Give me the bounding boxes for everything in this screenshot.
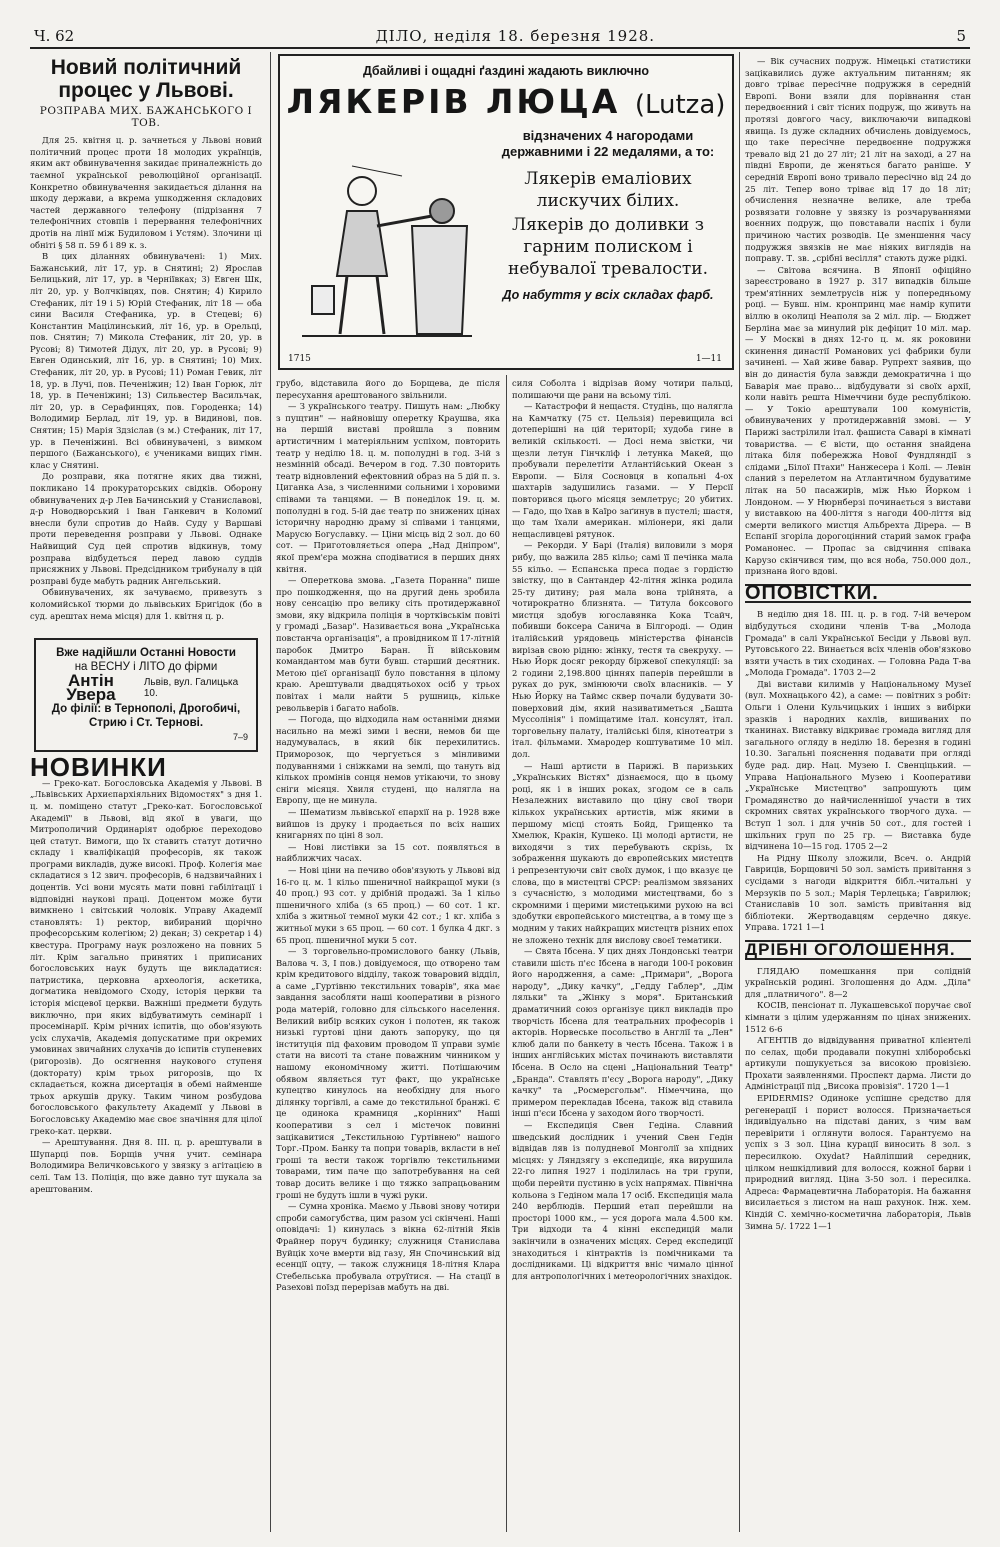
classified-ad: АГЕНТІВ до відвідування приватної клієнтелі по селах, щоби продавали покупні хліборобські артикули пошукується за високою провізією. Прохати заявленнями. Проспект дарма. Листи до Адміністрації під „Висока провізія". 1720 1—1 [745, 1035, 971, 1092]
classified-ad: КОСІВ, пенсіонат п. Лукашевської поручає свої кімнати з цілим удержанням по цінах знижених. 1512 6-6 [745, 1000, 971, 1034]
column-divider [270, 52, 271, 1532]
top-rule [30, 47, 970, 49]
masthead [34, 28, 966, 44]
article-subtitle: РОЗПРАВА МИХ. БАЖАНСЬКОГО І ТОВ. [39, 105, 253, 129]
column-divider [739, 52, 740, 1532]
news-item: — Нові ціни на печиво обов'язують у Львові від 16-го ц. м. 1 кільо пшеничної найкращої муки (з 40 проц.) 93 сот. у дрібній продажі. За 1 кільо пшеничного хліба (з 65 проц.) — 60 сот. 1 кг. хліба з житньої темної муки 42 сот.; 1 кг. хліба з житньої муки з 65 проц. — 60 сот. 1 булка 4 дкг. з 65 проц. пшеничної муки 5 сот. [276, 864, 500, 945]
ad-number-left: 1715 [288, 354, 311, 364]
announcement: На Рідну Школу зложили, Всеч. о. Андрій Гавриців, Борщовичі 50 зол. замість привітання з сусідами з нагоди відкриття бібл.-читальні у Мерзуків по 5 зол.; Марія Терлецька; Ґаврилюк; Станиславів 10 зол. замість привітання від бібліотеки. Жертводавцям сердечно дякує. Управа. 1721 1—1 [745, 852, 971, 933]
news-item: — Світова всячина. В Японії офіційно зареєстровано в 1927 р. 317 випадків більше трем'ятінних землетрусів ніж у попередньому році. — Бувш. нім. кронпринц має намір купити віллю в околиці Неаполя за 2 міл. лір. — Бюджет Берліна має за минулий рік дефіцит 10 міл. мар. — У Москві в днях 12-го ц. м. як роковини скинення династії Романових усі фабрики були зачинені. — Хай живе бавар. Рупрехт заявив, що він до династія була завжди демократична і що Баварія має право... відбудувати зі своїх архії, коли навіть решта Німеччини буде республікою. — У Токіо арештували 100 комуністів, обвинувачених у протидержавній змові. — У Парижі застрілили італ. фашиста Саварі в кімнаті товариства. — Є вісти, що остання знайдена літака біля побережжа Нової Фундляндії з слідами „Білої Птахи" Нанжесера і Колі. — Левін сланий з перелетом на Атлантичном будуватиме літак на 50 пасажирів, між Нью Йорком і Лондоном. — У Нюрнберзі починається з вистави у виставкою на 400-ліття з нагоди 400-ліття від смерти великого мистця Альбрехта Дірера. — В Еспанії згоріла дорогоцінний старий замок графа Романонес. — Пропас за свідчиння співака Карузо скінчився тим, що вся ноба, 750.000 дол., признана його вдові. [745, 264, 971, 577]
news-item: — Арештування. Дня 8. III. ц. р. арештували в Шупарці пов. Борщів учня учит. семінара Володимира Величковського у звязку з агітацією в селі. Там 13. Поліція, що вже давно тут шукала за арештованим. [30, 1137, 262, 1194]
news-item: — Свята Ібсена. У цих днях Лондонські театри ставили шість п'єс Ібсена в нагоди 100-ї роковин його народження, а саме: „Примари", „Ворога народу", „Дику качку", „Гедду Габлер", „Дім ляльки" та „Жінку з моря". Британський драматичний союз організує цикл викладів про творчість Ібсена для театральних професорів і акторів. Норвеське посольство в Англії та „Лен" клюб дали по банкету в честь Ібсена. Також і в інших англійських містах починають виставляти Ібсена. В Осло на сцені „Національний Театр" „Бранда". Ставлять п'єсу „Ворога народу", „Дику качку" та „Росмерсгольм". Німеччина, що примером перекладав Ібсена, також від ставила інші п'єси Ібсена у заходом його творчості. [512, 946, 733, 1119]
uvera-advertisement [34, 638, 258, 752]
page-number: 5 [956, 27, 966, 45]
news-item: — Погода, що відходила нам останніми днями насильно на межі зими і весни, немов би ще надумувалась, в який бік перехилитись. Приморозок, що чергується з мінливими подуваннями і сніжками на землі, що тануть від кількох промінів сонця немов утікаючи, то знову сніги місяця. Хвиля студені, що налягла на Европу, ще не минула. [276, 714, 500, 806]
issue-number: Ч. 62 [34, 27, 75, 45]
ad-product-2: Лякерів до доливки з гарним полиском і небувалої тревалости. [508, 215, 708, 279]
news-item: — Греко-кат. Богословська Академія у Львові. В „Львівських Архиєпархіяльних Відомостях" з дня 1. ц. м. поміщено статут „Греко-кат. Богословської Академії" в Львові, від якої в уваги, що Митрополичий Ординаріят одобрює переходово цей статут. Вимоги, що їх ставить статут дотично складу і кваліфікацій професорів, як також програми викладів, дуже високі. Проф. Колегія має складатися з 12 звич. професорів, 6 надзвичайних і доцентів. Усі вони мусять мати повні габілітації і відповідні наукові праці. Доцентом може бути вимкнено і світський чоловік. Управу Академії становлять: 1) ректор, вибираний щорічно професорським колегіюм; 2) декан; 3) секретар і 4) квестура. Програму наук розложено на повних 5 літ. Крім загально принятих і приписаних богословських наук будуть ще викладатися: патристика, церковна археологія, аскетика, догматика невідомого Сходу, історія церкви та історія місцевої церкви. Важніші предмети будуть виключно, при яких відбуватимуть семінарії і просемінарії. Крім річних іспитів, що обов'язують усіх слухачів, Академія допускатиме при окремих умовинах звичайних слухачів до іспитів ступеневих (ригорозів). До осягнення наукового ступеня (докторату) крім трьох ригорозів, що їх складається, кожна дисертація в обемі найменше трьох аркушів друку. Таким чином розбудова богословського факультету Академії у Львові в Богословську Академію має своє значіння для цілої греко-кат. церкви. [30, 777, 262, 1136]
column-4 [745, 56, 971, 1536]
classified-ad: ГЛЯДАЮ помешкання при солідній українській родині. Зголошення до Адм. „Діла" для „платничого". 8—2 [745, 965, 971, 999]
section-heading-opovistky: ОПОВІСТКИ. [745, 584, 971, 604]
ad-tagline: Дбайливі і ощадні ґаздині жадають виключно [362, 64, 650, 78]
article-title: Новий політичний процес у Львові. [50, 56, 242, 102]
column-divider [506, 375, 507, 1532]
ad-brand-latin: (Lutza) [634, 90, 726, 120]
ad-brand [280, 82, 732, 121]
news-item: — Шематизм львівської єпархії на р. 1928 вже вийшов із друку і продається по всіх наших книгарнях по ціні 8 зол. [276, 806, 500, 841]
ad-code: 7–9 [232, 732, 248, 743]
ad-firm-name: Антін Уверa [66, 671, 116, 705]
news-item: — Сумна хроніка. Маємо у Львові знову чотири спроби самогубства, цим разом усі скінчені. Наші оповідачі: 1) кинулась з вікна 62-літній Яків Фрайнер поруч будинку; служниця Станислава Вуйцік хоче вмерти від газу, Ян Спочинський від есенції оцту, — також служниця 18-літня Клара Стебельська пробувала отруїтися. — На стації в Разехові поїзд перерізав мабуть на дві. [276, 1201, 500, 1293]
column-3 [512, 378, 733, 1533]
masthead-title: ДІЛО, неділя 18. березня 1928. [375, 27, 656, 45]
article-paragraph: силя Соболта і відрізав йому чотири пальці, полишаючи ще рани на всьому тілі. [512, 378, 733, 400]
section-heading-classifieds: ДРІБНІ ОГОЛОШЕННЯ. [745, 940, 971, 960]
news-item: — З українського театру. Пишуть нам: „Любку з пущтин" — найновішу оперетку Краушва, яка на першій виставі пройшла з повним артистичним і матеріяльним успіхом, повторить театр у неділю 18. ц. м. пополудні в год. 3-ій з незмінній обсаді. Вечером в год. 7.30 повторить театр відновлений ефектовний образ на 5 дій п. з. Циганка Аза, з численними сольними і хоровими співами та танцями. — В понеділок 19. ц. м. пополудні в год. 5-ій дає театр по знижених цінах історичну народню драму зі співами і танцями, Марусю Богуславку. — Ціни місць від 2 зол. до 60 сот. — Приготовляється опера „Над Дніпром", якої прем'єра можна сподіватися в перших днях квітня. [276, 401, 500, 574]
news-item: — Опереткова змова. „Газета Поранна" пише про пошкодження, що на другий день зробила нову сенсацію про велику сіть протидержавної змови, яку відкрила поліція в чортківськім повіті у громаді „Базар". Називається вона „Українська повстанча організація", а провідником її 17-літній паробок Дмитро Баран. Її військовим командантом мав бути бувш. старший десятник. Метою цієї організації було повстання в цілому краю. Арештували двадцятьохох осіб у трьох повітах і мали найти 5 рушниць, кільке револьверів і багато набоїв. [276, 575, 500, 713]
article-paragraph: Обвинувачених, як зачуваємо, привезуть з коломийської тюрми до львівських Бригідок (бо в суд. арештах нема місця) для 1. квітня ц. р. [30, 587, 262, 621]
ad-brand-name: ЛЯКЕРІВ ЛЮЦА [286, 82, 621, 121]
article-paragraph: В цих діланнях обвинувачені: 1) Мих. Бажанський, літ 17, ур. в Снятині; 2) Ярослав Белицький, літ 17, ур. в Черніївках; 3) Евген Шк, літ 20, ур. у Волчківцях, пов. Снятин; 4) Кирило Стефаник, літ 19 і 5) Юрій Стефаник, літ 18 — оба сини Василя Стефаника, ур. в Стецеві; 6) Константин Мацілинський, літ 16, ур. в Орельці, пов. Снятин; 7) Микола Стефаник, літ 20, ур. в Русові; 8) Тимотей Дідух, літ 20, ур. в Русові; 9) Евген Одинський, літ 16, ур. в Снятині; 10) Мих. Стефаник, літ 20, ур. в Русові; 11) Роман Гевик, літ 18, ур. в Лучі, пов. Печеніжин; 12) Іван Горюк, літ 18, ур. в Печеніжині; 13) Сильвестер Васильчак, літ 20, ур. в Серафинцях, пов. Городенка; 14) Володимир Берлад, літ 19, ур. в Видинові, пов. Снятин; 15) Марія Здзіслав (з м.) Стефаник, літ 17, ур. в Печеніжині. Всі обвинувачені, з вимком першого (Бажанського), є учениками вищих гімн. клас у Снятині. [30, 251, 262, 470]
news-item: — Рекорди. У Барі (Італія) виловили з моря рибу, що важила 285 кільо; самі її печінка мала 55 кільо. — Еспанська преса подає з гордістю звістку, що в Сантандер 42-літня жінка родила 25-ту дитину; рая мала вона трійнята, а чотирократно близнята. — Титула боксового мистця здобув югославянка Кока Тсайч, побивши боксера Саничa в Білгороді. — Один італійський урядовець міністерства фінансів вирізав свою рідню: жінку, тестя та свекруху. — Нью Йорк досяг рекорду біржевої спекуляції: за 2 години 2,198.800 ціннях паперів перейшли в руках до рук, змінюючи своїх власників. — У Нью Йорку на Таймс сквер почали будувати 30-поверховий дім, який називатиметься „Башта Муссолінія" і поміщатиме італ. консулят, італ. торговельну палату, італійські біля, кінотеатри з італ. фільмами. Хмародер коштуватиме 10 міл. дол. [512, 540, 733, 759]
ad-branches: До філії: в Тернополі, Дрогобичі, Стрию і Ст. Тернові. [51, 703, 241, 730]
news-item: — З торговельно-промислового банку (Львів, Валова ч. 3, І пов.) довідуємося, що отворено там крім кредитового відділу, також товаровий відділ, а саме „Гуртівню текстильних товарів", яка має завдання засобляти наші кооперативи в різного рода матерій, головно для сільського населення. Великий вибір всяких сукон і полотен, як також низькі гуртові ціни дають запоруку, що ця інституція під фаховим проводом її управи зуміє стати на висоті та стане поважним чинником у нашому економічному житті. Потішаючим обявом являється тут факт, що українське купецтво кинулось на необхідну для нього ділянку торгівлі, а саме до текстильної бранжі. Є це одинока крамниця „корінних" Наші кооперативи з сел і містечок повинні зацікавитися „Текстильною Гуртівнею" нашого Торг.-Пром. Банку та попри товарів, вкласти в неї гроші та вести також торгівлю текстильними товарами, тим паче що запотребування на сей товар досить велике і що тяжко запрацьованим гроші не будуть ішли в чужі руки. [276, 946, 500, 1200]
article-paragraph: До розправи, яка потягне яких два тижні, покликано 14 прокураторських свідків. Оборону обвинувачених д-р Лев Бачинський у Станиславові, д-р Новодворський і Іван Ганкевич в Коломиї внесли були спротив до Найв. Суду у Варшаві проти переведення розправи у Львові. Однаке Найвищий Суд цей спротив відкинув, тому розправа відбудеться перед лавою суддів присяжних у Львові. Предсідником трибуналу в цій розправі буде мабуть радник Ангельський. [30, 471, 262, 586]
article-paragraph: грубо, відставила його до Борщева, де після пересухання арештованого звільнили. [276, 378, 500, 400]
announcement: Дві вистави килимів у Національному Музеї (вул. Мохнацького 42), а саме: — повітних з робіт: Ольги і Олени Кульчицьких і інших з вибірки зразків і народних кахлів, вишиваних по тканинах. Виставку відкриває громада вигляд для загального огляду в неділю 18. березня в годині 10.30. Загальні пояснення подавати при огляді буде рад. дир. Нац. Музею І. Свенціцький. — Управа Національного Музею і Кооперативи „Українське Мистецтво" запрошують цим Громадянство до найчисленнішої участи в тих скромних святах українського творчого духа. — Вступ 1 зол. і для учнів 50 сот., для гостей і шкільних груп по 25 гр. — Виставка буде відчинена 10—15 год. 1705 2—2 [745, 678, 971, 852]
news-item: — Вік сучасних подруж. Німецькі статистики зацікавились дуже актуальним питанням; як довго тріває пересічне подружжя в середній Европі. Вони взяли для порівнання стан передвоєнний і світ тісних подруж, що живуть на протязі довгого часу, виключаючи випадкові явища. Із дуже складних обчислень довідуємось, що таке пересічне передвоєнне подружжя тревало від 21 до 27 літ; 21 літ на заході, а 27 на півдні Европи, де женяться багато раніше. У середній Европі воно тривало пересічно від 24 до 25 літ. Тепер воно тріває від 17 до 18 літ; обчислення незначне велике, але треба розвязати головне у звязку із розчаруваннями воєнних подруж, що повставали наспіх і були причиною частих розводів. Це зменшення часу подружжя звязків не має ніяких виглядів на поправу. Т. зв. „срібні весілля" стають дуже рідкі. [745, 56, 971, 264]
ad-line: Вже надійшли Останні Новости [56, 647, 236, 660]
ad-product-1: Лякерів емалiових лискучих білих. [524, 169, 692, 211]
news-item: — Експедиція Свен Гедіна. Славний шведський дослідник і учений Свен Гедін відвідав ляв із полудневої Монголії за хпідних місцях: у Ляндзягу з експедиціє, яка вирушила 22-го липня 1927 і поділилась на три групи, щоби перейти пустиню в усіх напрямах. Північна кольона з Гедіном мала 17 осіб. Експедиція мала 240 верблюдів. Перший етап перейшли на просторі 1000 км., — уся дорога мала 4.500 км. Три відходи та 4 кінні експедицій мали закінчили в означених місцях. Серед експедиції знаходиться і кінтрактів із помічниками та дослідниками. Ці відкриття вніс чимало цінної для антропологічних і метеорологічних знахідок. [512, 1120, 733, 1281]
ad-line: на ВЕСНУ і ЛІТО до фірми [74, 661, 218, 674]
ad-awards: відзначених 4 нагородами державними і 22 медалями, а то: [501, 128, 715, 159]
section-heading-novynky: НОВИНКИ [30, 752, 167, 783]
article-paragraph: Для 25. квітня ц. р. зачнеться у Львові новий політичний процес проти 18 молодих українців, яким акт обвинувачення закидає приналежність до таємної української революційної організації. Конкретно обвинувачення закидається ділання на шкоду держави, а вкрема ушкодження складових частей державного телефону (підрізання 7 телефонічних стовпів і перервання телефонічних дротів на лінії між Будиловом і Устям). Злочини ці обніті § 58 п. 59 б і 89 к. з. [30, 135, 262, 250]
ad-availability: До набуття у всіх складах фарб. [502, 288, 714, 302]
column-1 [30, 56, 262, 1536]
painter-illustration [292, 156, 482, 346]
ad-address: Львів, вул. Галицька 10. [143, 677, 239, 700]
announcement: В неділю дня 18. III. ц. р. в год. 7-ій вечером відбудуться сходини членів Т-ва „Молода Громада" в салі Української Бесіди у Львові вул. Рутовського 22. Винається всіх членів обов'язково взяти участь в тих сходинах. — Головна Рада Т-ва „Молода Громада". 1703 2—2 [745, 609, 971, 678]
classified-ad: EPIDERMIS? Одиноке успішне средство для регенерації і порист волосся. Призначається індивідуально на підставі даних, з чим вам перевірити і оглянути волося. Гарантуємо на успіх з 3 зол. Ціна курації виносить 8 зол. з пересилкою. Oxydat? Найліпший середник, цілком нешкідливий для волосся, кожної барви і природний вигляд. Ціна 3-50 зол. і пересилка. Адреса: Фармацевтична Лабораторія. На бажання висилається з листом на наш рахунок. Інж. хем. Кіндій С. хемічно-косметична лабораторія, Львів Зимна 5/. 1722 1—1 [745, 1093, 971, 1231]
news-item: — Катастрофи й нещастя. Студінь, що налягла на Камчатку (75 ст. Цельзія) перевищила всі дотеперішні на цій території; худоба гине в великій скількості. — Досі нема звістки, чи щезли летун Гінчкліф і летунка Макей, що пробували перелетіти Атлантійський Океан з Европи. — Біля Сосновця в копальні 4-ох шахтарів задушились газами. — У Персії повторився цього місяця землетрус; 20 убитих. — Гадо, що їхав в Каїро заґинув в пустелі; шастя, що там їхали американ. міліонери, які дали нещасливцеві рятунок. [512, 401, 733, 539]
news-item: — Нові листівки за 15 сот. появляться в найближчих часах. [276, 841, 500, 864]
lutza-lacquer-advertisement [278, 54, 734, 370]
column-2 [276, 378, 500, 1533]
ad-number-right: 1—11 [695, 354, 722, 364]
news-item: — Наші артисти в Парижі. В паризьких „Українських Вістях" дізнаємося, що в цьому році, як і в інших роках, згодом се в саль Незалежних виставило що ціну свої твори кількох українських артистів, між якими в першому місці стоять Бойд, Грищенко та Хмелюк, Кракін, Кушеко. Ці молоді артисти, не виходячи з тих перебувають скрізь, їх зображення шукають до європейських мистецтв і репрезентуючи світ своїх думок, і що вказує це слова, що в мистецтві СРСР: реалізмом звязаних з сучасністю, з молодими мистецтвами, бо з скромними і щерими мистецькими рухою на всі здобутки європейського мистецтва, а в тому ще з модним у таких найкращих мистецтв різних епох не зложено технік для вислову своєї тематики. [512, 760, 733, 945]
